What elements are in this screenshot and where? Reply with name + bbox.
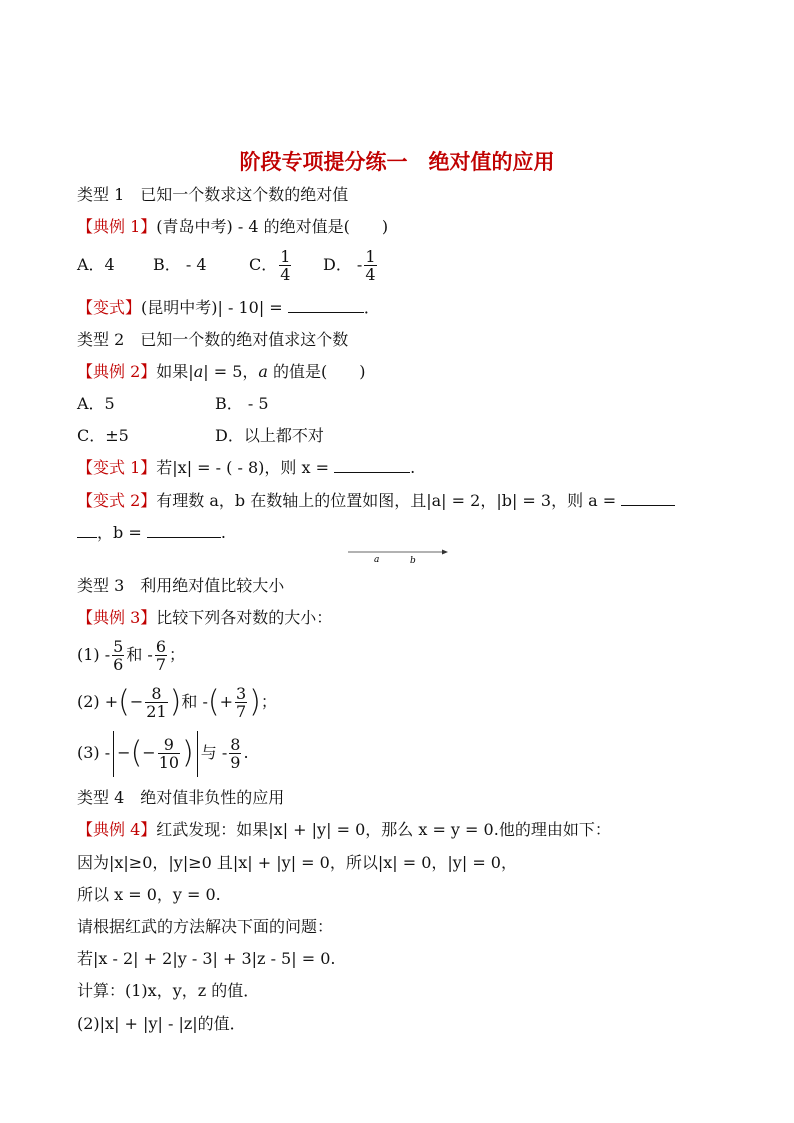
example4-tag: 【典例 4】 (77, 820, 157, 839)
variant1-end: . (410, 458, 416, 477)
item3-sign: − (117, 743, 131, 762)
option-c-prefix: C． (249, 255, 278, 274)
example1-options (77, 243, 379, 287)
paren-close: ) (182, 735, 194, 771)
variant-text: (昆明中考)| - 10| = (141, 298, 283, 317)
answer-blank[interactable] (288, 298, 364, 313)
variant1-tag: 【变式 1】 (77, 458, 157, 477)
item2-denominator1: 21 (146, 702, 167, 721)
item1-mid: 和 - (126, 645, 153, 664)
example1 (77, 217, 388, 237)
example4-line1 (77, 820, 611, 840)
option-c: C．±5 (77, 426, 129, 445)
item1-numerator1: 5 (113, 637, 124, 656)
answer-blank-a[interactable] (621, 491, 675, 506)
item3-prefix: (3) - (77, 743, 111, 762)
example3-item3 (77, 728, 249, 778)
example2-tag: 【典例 2】 (77, 362, 157, 381)
item1-fraction2 (155, 638, 167, 673)
item3-numerator2: 8 (230, 735, 241, 754)
item2-fraction2 (235, 685, 247, 720)
option-d-numerator: 1 (365, 247, 376, 266)
variant-tag: 【变式】 (77, 298, 142, 317)
answer-blank-a-cont[interactable] (77, 523, 97, 538)
option-c-numerator: 1 (280, 247, 291, 266)
option-a: A．4 (77, 255, 115, 274)
type2-heading: 类型 2 已知一个数的绝对值求这个数 (77, 330, 349, 349)
example4-line2: 因为|x|≥0，|y|≥0 且|x| + |y| = 0，所以|x| = 0，|y| = 0， (77, 853, 517, 872)
item1-end: ； (169, 645, 186, 664)
number-line (348, 548, 448, 568)
paren-close: ) (249, 684, 261, 720)
example3 (77, 608, 332, 628)
item1-denominator2: 7 (155, 655, 167, 674)
item3-denominator1: 10 (158, 753, 180, 772)
variant2-b-label: ，b = (97, 523, 142, 542)
item3-fraction1 (158, 736, 180, 771)
paren-open: ( (118, 684, 130, 720)
variant2-2 (77, 491, 675, 511)
page-title: 阶段专项提分练一 绝对值的应用 (239, 150, 555, 174)
variant2-text: 有理数 a，b 在数轴上的位置如图，且|a| = 2，|b| = 3，则 a = (156, 491, 617, 510)
paren-open: ( (207, 684, 220, 720)
example2-var2: a (258, 362, 268, 381)
number-line-label-a: a (374, 555, 380, 565)
example2-text-2: | = 5， (203, 362, 259, 381)
example4-text: 红武发现：如果|x| + |y| = 0，那么 x = y = 0.他的理由如下： (156, 820, 611, 839)
example3-text: 比较下列各对数的大小： (156, 608, 333, 627)
option-c-fraction (279, 248, 291, 283)
example4-line5: 若|x - 2| + 2|y - 3| + 3|z - 5| = 0. (77, 949, 336, 968)
option-b: B． - 5 (215, 394, 269, 413)
variant2-1 (77, 458, 415, 478)
example4-line7: (2)|x| + |y| - |z|的值． (77, 1014, 246, 1033)
item1-denominator1: 6 (113, 655, 124, 674)
item3-mid: 与 - (200, 743, 228, 762)
answer-blank-b[interactable] (147, 523, 221, 538)
example4-line6: 计算：(1)x，y，z 的值． (77, 981, 260, 1000)
example3-item1 (77, 633, 185, 677)
item2-end: ； (260, 692, 277, 711)
item3-fraction2 (229, 736, 241, 771)
option-d-denominator: 4 (365, 265, 376, 284)
item2-numerator2: 3 (235, 684, 247, 703)
item2-prefix: (2) + (77, 692, 119, 711)
variant2-end: . (220, 523, 226, 542)
item2-inner-sign2: + (219, 692, 233, 711)
item3-numerator1: 9 (158, 736, 180, 754)
example4-line4: 请根据红武的方法解决下面的问题： (77, 917, 334, 936)
abs-bar-left (113, 731, 114, 777)
number-line-arrow (442, 550, 448, 555)
option-d: D．以上都不对 (215, 426, 324, 445)
example1-tag: 【典例 1】 (77, 217, 157, 236)
type3-heading: 类型 3 利用绝对值比较大小 (77, 576, 285, 595)
example1-text: (青岛中考) - 4 的绝对值是( ) (156, 217, 389, 236)
option-b: B． - 4 (153, 255, 207, 274)
variant-end: ． (363, 298, 380, 317)
paren-open: ( (130, 735, 143, 771)
option-d-prefix: D． - (323, 255, 363, 274)
item2-mid: 和 - (181, 692, 208, 711)
option-d-fraction (364, 248, 376, 283)
example2-text-3: 的值是( ) (267, 362, 366, 381)
item2-numerator1: 8 (145, 685, 167, 703)
example2 (77, 362, 366, 382)
item1-fraction1 (112, 638, 124, 673)
paren-close: ) (169, 684, 182, 720)
item3-denominator2: 9 (230, 753, 241, 772)
answer-blank[interactable] (334, 458, 410, 473)
option-a: A．5 (77, 394, 115, 413)
variant1-text: 若|x| = - ( - 8)，则 x = (156, 458, 330, 477)
option-c-denominator: 4 (280, 265, 291, 284)
abs-bar-right (197, 731, 198, 777)
type4-heading: 类型 4 绝对值非负性的应用 (77, 788, 285, 807)
example2-text-1: 如果| (156, 362, 194, 381)
item2-inner-sign: − (129, 692, 144, 711)
item1-numerator2: 6 (155, 637, 167, 656)
variant1 (77, 298, 380, 318)
example3-item2 (77, 680, 277, 724)
number-line-label-b: b (410, 556, 416, 566)
variant2-tag: 【变式 2】 (77, 491, 157, 510)
type1-heading: 类型 1 已知一个数求这个数的绝对值 (77, 185, 349, 204)
example4-line3: 所以 x = 0，y = 0. (77, 885, 221, 904)
item1-prefix: (1) - (77, 645, 111, 664)
item2-fraction1 (145, 685, 167, 720)
variant2-2-line2 (77, 523, 226, 543)
example3-tag: 【典例 3】 (77, 608, 157, 627)
example2-var: a (193, 362, 204, 381)
item3-end: . (243, 743, 249, 762)
item2-denominator2: 7 (235, 702, 247, 721)
item3-inner-sign: − (142, 743, 156, 762)
